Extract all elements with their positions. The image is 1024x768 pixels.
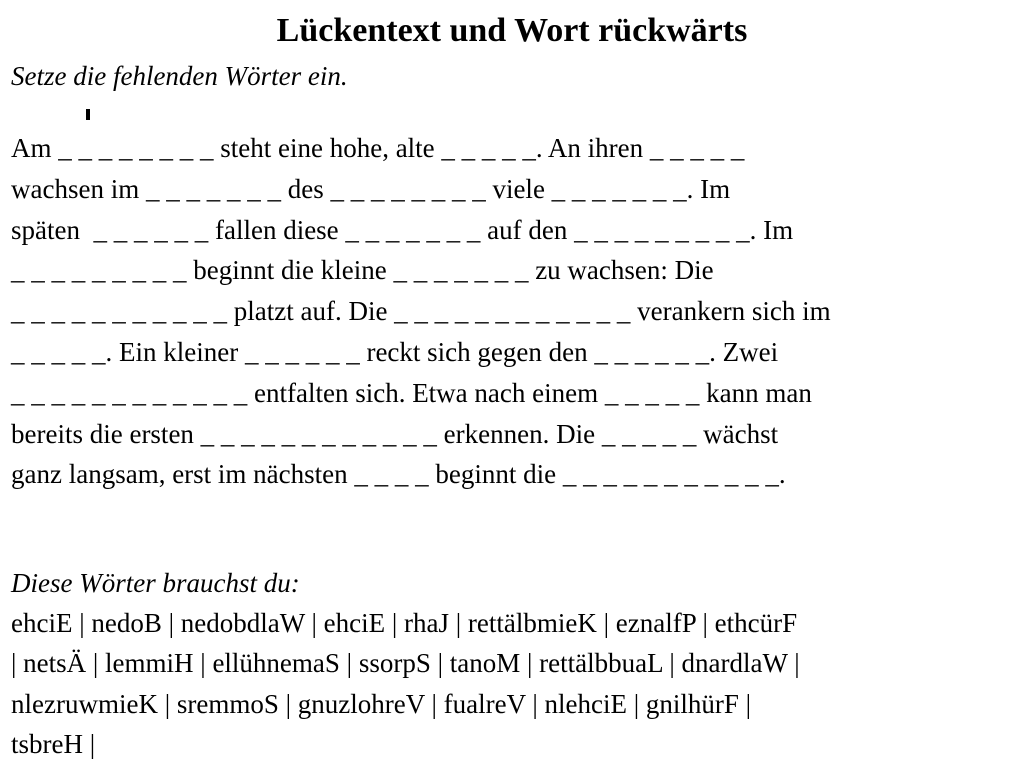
cloze-line: ganz langsam, erst im nächsten _ _ _ _ beginnt die _ _ _ _ _ _ _ _ _ _ _.	[11, 459, 786, 490]
page-title: Lückentext und Wort rückwärts	[276, 12, 748, 49]
cloze-line: _ _ _ _ _ _ _ _ _ _ _ _ entfalten sich. Etwa nach einem _ _ _ _ _ kann man	[11, 377, 812, 408]
cloze-line: wachsen im _ _ _ _ _ _ _ des _ _ _ _ _ _ _ _ viele _ _ _ _ _ _ _. Im	[11, 173, 731, 204]
word-bank-line: tsbreH |	[11, 728, 96, 759]
tick-mark	[86, 109, 90, 120]
cloze-line: _ _ _ _ _. Ein kleiner _ _ _ _ _ _ reckt sich gegen den _ _ _ _ _ _. Zwei	[11, 336, 779, 367]
instruction-text: Setze die fehlenden Wörter ein.	[11, 61, 348, 91]
word-bank	[11, 603, 1016, 764]
cloze-text	[11, 128, 1016, 495]
word-bank-line: nlezruwmieK | sremmoS | gnuzlohreV | fualreV | nlehciE | gnilhürF |	[11, 688, 752, 719]
cloze-line: _ _ _ _ _ _ _ _ _ beginnt die kleine _ _ _ _ _ _ _ zu wachsen: Die	[11, 255, 714, 286]
cloze-line: bereits die ersten _ _ _ _ _ _ _ _ _ _ _ _ erkennen. Die _ _ _ _ _ wächst	[11, 418, 779, 449]
word-bank-heading: Diese Wörter brauchst du:	[11, 568, 300, 598]
cloze-line: _ _ _ _ _ _ _ _ _ _ _ platzt auf. Die _ _ _ _ _ _ _ _ _ _ _ _ verankern sich im	[11, 296, 831, 327]
word-bank-line: | netsÄ | lemmiH | ellühnemaS | ssorpS | tanoM | rettälbbuaL | dnardlaW |	[11, 648, 800, 679]
cloze-line: späten _ _ _ _ _ _ fallen diese _ _ _ _ _ _ _ auf den _ _ _ _ _ _ _ _ _. Im	[11, 214, 794, 245]
word-bank-line: ehciE | nedoB | nedobdlaW | ehciE | rhaJ | rettälbmieK | eznalfP | ethcürF	[11, 608, 798, 638]
cloze-line: Am _ _ _ _ _ _ _ _ steht eine hohe, alte _ _ _ _ _. An ihren _ _ _ _ _	[11, 133, 745, 163]
